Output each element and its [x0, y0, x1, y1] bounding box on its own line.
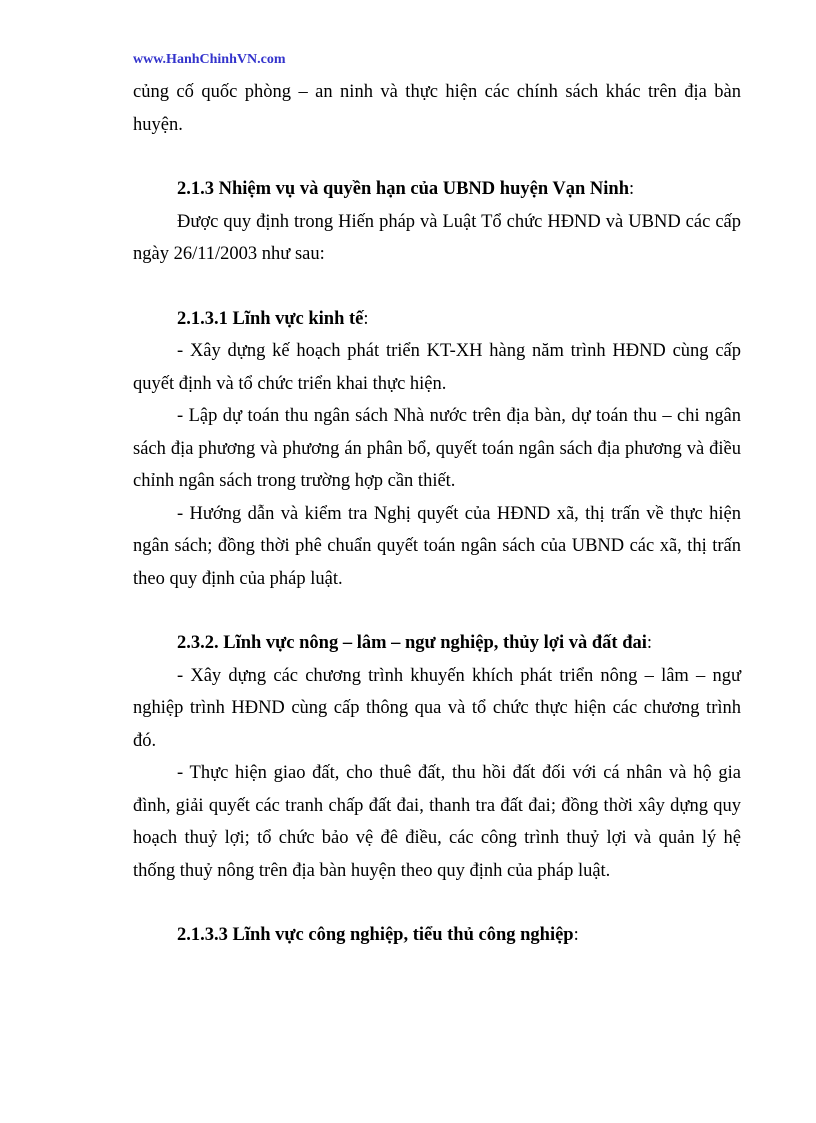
- heading-2-3-2-colon: :: [646, 633, 653, 653]
- heading-2-1-3-1-text: 2.1.3.1 Lĩnh vực kinh tế: [177, 308, 364, 329]
- heading-2-1-3: [133, 173, 741, 206]
- document-body: [133, 76, 741, 952]
- heading-2-1-3-1-colon: :: [363, 308, 369, 329]
- spacer: [133, 271, 741, 303]
- list-item: - Lập dự toán thu ngân sách Nhà nước trên địa bàn, dự toán thu – chi ngân sách địa phương và phương án phân bổ, quyết toán ngân sách địa phương và điều chỉnh ngân sách trong trường hợp cần thiết.: [133, 406, 741, 491]
- section-2-1-3-paragraph: Được quy định trong Hiến pháp và Luật Tổ chức HĐND và UBND các cấp ngày 26/11/2003 như sau:: [133, 211, 741, 264]
- spacer: [133, 141, 741, 173]
- intro-paragraph: củng cố quốc phòng – an ninh và thực hiện các chính sách khác trên địa bàn huyện.: [133, 82, 741, 135]
- list-item: - Hướng dẫn và kiểm tra Nghị quyết của HĐND xã, thị trấn về thực hiện ngân sách; đồng thời phê chuẩn quyết toán ngân sách của UBND các xã, thị trấn theo quy định của pháp luật.: [133, 503, 741, 589]
- spacer: [133, 887, 741, 919]
- heading-2-1-3-3-text: 2.1.3.3 Lĩnh vực công nghiệp, tiểu thủ công nghiệp: [177, 925, 574, 945]
- heading-2-3-2: [133, 627, 741, 660]
- heading-2-1-3-3-colon: :: [573, 925, 579, 945]
- heading-2-1-3-3: [133, 919, 741, 952]
- heading-2-1-3-colon: :: [629, 179, 635, 199]
- spacer: [133, 595, 741, 627]
- list-item: - Xây dựng kế hoạch phát triển KT-XH hàng năm trình HĐND cùng cấp quyết định và tổ chức triển khai thực hiện.: [133, 341, 741, 394]
- heading-2-1-3-text: 2.1.3 Nhiệm vụ và quyền hạn của UBND huyện Vạn Ninh: [177, 179, 629, 199]
- list-item: - Xây dựng các chương trình khuyến khích phát triển nông – lâm – ngư nghiệp trình HĐND cùng cấp thông qua và tổ chức thực hiện các chương trình đó.: [133, 665, 741, 751]
- list-item: - Thực hiện giao đất, cho thuê đất, thu hồi đất đối với cá nhân và hộ gia đình, giải quyết các tranh chấp đất đai, thanh tra đất đai; đồng thời xây dựng quy hoạch thuỷ lợi; tổ chức bảo vệ đê điều, các công trình thuỷ lợi và quản lý hệ thống thuỷ nông trên địa bàn huyện theo quy định của pháp luật.: [133, 763, 741, 881]
- site-header-link[interactable]: www.HanhChinhVN.com: [133, 52, 286, 67]
- heading-2-3-2-text: 2.3.2. Lĩnh vực nông – lâm – ngư nghiệp, thủy lợi và đất đai: [177, 633, 647, 653]
- heading-2-1-3-1: [133, 303, 741, 336]
